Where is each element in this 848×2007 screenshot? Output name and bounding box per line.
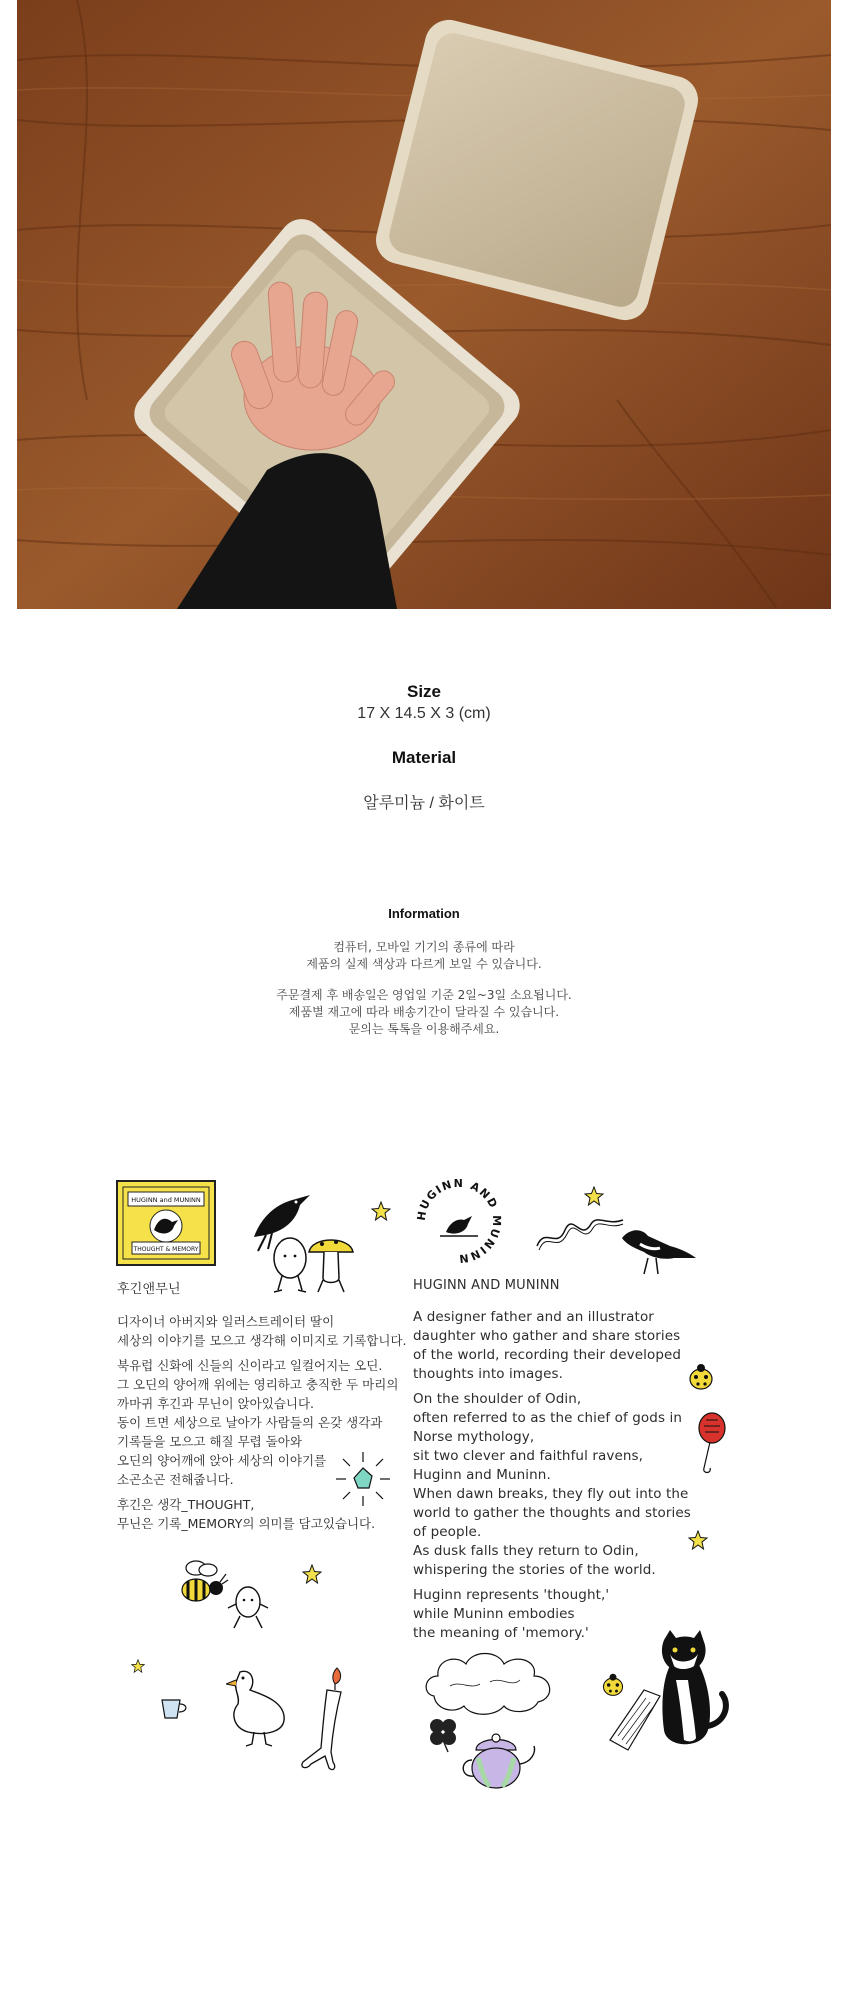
english-paragraph (413, 1308, 733, 1384)
star-icon (131, 1658, 145, 1677)
information-text (0, 939, 848, 1038)
text-line: 소곤소곤 전해줍니다. (117, 1472, 234, 1487)
information-title: Information (388, 906, 460, 921)
star-icon (688, 1530, 708, 1554)
information-line: 문의는 톡톡을 이용해주세요. (348, 1022, 500, 1036)
text-line: Norse mythology, (413, 1429, 535, 1445)
text-line: 그 오딘의 양어깨 위에는 영리하고 충직한 두 마리의 (117, 1377, 399, 1392)
product-photo (17, 0, 831, 609)
text-line: 동이 트면 세상으로 날아가 사람들의 온갖 생각과 (117, 1415, 383, 1430)
text-line: 북유럽 신화에 신들의 신이라고 일컬어지는 오딘. (117, 1358, 383, 1373)
english-brand-name: HUGINN AND MUNINN (413, 1278, 560, 1293)
clover-icon (426, 1714, 460, 1758)
text-line: 무닌은 기록_MEMORY의 의미를 담고있습니다. (117, 1516, 376, 1531)
ladybug-icon (686, 1362, 716, 1396)
text-line: When dawn breaks, they fly out into the (413, 1486, 689, 1502)
ribbon-icon (535, 1206, 625, 1260)
star-icon (371, 1201, 391, 1225)
text-line: 오딘의 양어깨에 앉아 세상의 이야기를 (117, 1453, 327, 1468)
cup-icon (158, 1696, 190, 1726)
text-line: 후긴은 생각_THOUGHT, (117, 1497, 255, 1512)
information-line: 컴퓨터, 모바일 기기의 종류에 따라 (333, 940, 515, 954)
material-label: Material (391, 748, 457, 767)
text-line: of people. (413, 1524, 482, 1540)
information-line: 주문결제 후 배송일은 영업일 기준 2일~3일 소요됩니다. (276, 988, 572, 1002)
duck-icon (226, 1668, 290, 1752)
text-line: 까마귀 후긴과 무닌이 앉아있습니다. (117, 1396, 315, 1411)
badge-top-text: HUGINN and MUNINN (131, 1196, 201, 1204)
size-value: 17 X 14.5 X 3 (cm) (357, 705, 491, 722)
text-line: 기록들을 모으고 해질 무렵 돌아와 (117, 1434, 302, 1449)
text-line: As dusk falls they return to Odin, (413, 1543, 639, 1559)
cat-icon (604, 1630, 734, 1762)
english-paragraph (413, 1390, 733, 1580)
information-line: 제품별 재고에 따라 배송기간이 달라질 수 있습니다. (288, 1005, 560, 1019)
magpie-icon (618, 1218, 698, 1282)
korean-brand-name: 후긴앤무닌 (117, 1282, 181, 1297)
text-line: Huginn represents 'thought,' (413, 1587, 610, 1603)
information-spacer (0, 973, 848, 987)
size-label: Size (406, 682, 442, 701)
text-line: often referred to as the chief of gods in (413, 1410, 682, 1426)
badge-bottom-text: THOUGHT & MEMORY (133, 1246, 199, 1253)
text-line: of the world, recording their developed (413, 1347, 682, 1363)
korean-paragraph (117, 1312, 417, 1350)
text-line: daughter who gather and share stories (413, 1328, 681, 1344)
text-line: A designer father and an illustrator (413, 1309, 654, 1325)
material-value: 알루미늄 / 화이트 (363, 795, 485, 812)
crystal-icon (334, 1450, 392, 1512)
text-line: the meaning of 'memory.' (413, 1625, 589, 1641)
teapot-icon (456, 1728, 538, 1798)
red-mushroom-icon (692, 1412, 728, 1480)
brand-badge-logo (116, 1180, 216, 1270)
text-line: 세상의 이야기를 모으고 생각해 이미지로 기록합니다. (117, 1333, 407, 1348)
bee-icon (168, 1560, 230, 1618)
text-line: 디자이너 아버지와 일러스트레이터 딸이 (117, 1314, 335, 1329)
information-line: 제품의 실제 색상과 다르게 보일 수 있습니다. (306, 957, 542, 971)
text-line: world to gather the thoughts and stories (413, 1505, 691, 1521)
candle-icon (293, 1664, 353, 1778)
text-line: On the shoulder of Odin, (413, 1391, 582, 1407)
star-icon (302, 1564, 322, 1588)
circle-logo-text: HUGINN AND MUNINN (414, 1176, 504, 1266)
egg-character-icon (226, 1582, 270, 1636)
english-description (413, 1278, 733, 1649)
text-line: whispering the stories of the world. (413, 1562, 656, 1578)
text-line: Huginn and Muninn. (413, 1467, 551, 1483)
text-line: thoughts into images. (413, 1366, 564, 1382)
text-line: while Muninn embodies (413, 1606, 575, 1622)
circle-brand-logo (414, 1176, 504, 1270)
text-line: sit two clever and faithful ravens, (413, 1448, 644, 1464)
